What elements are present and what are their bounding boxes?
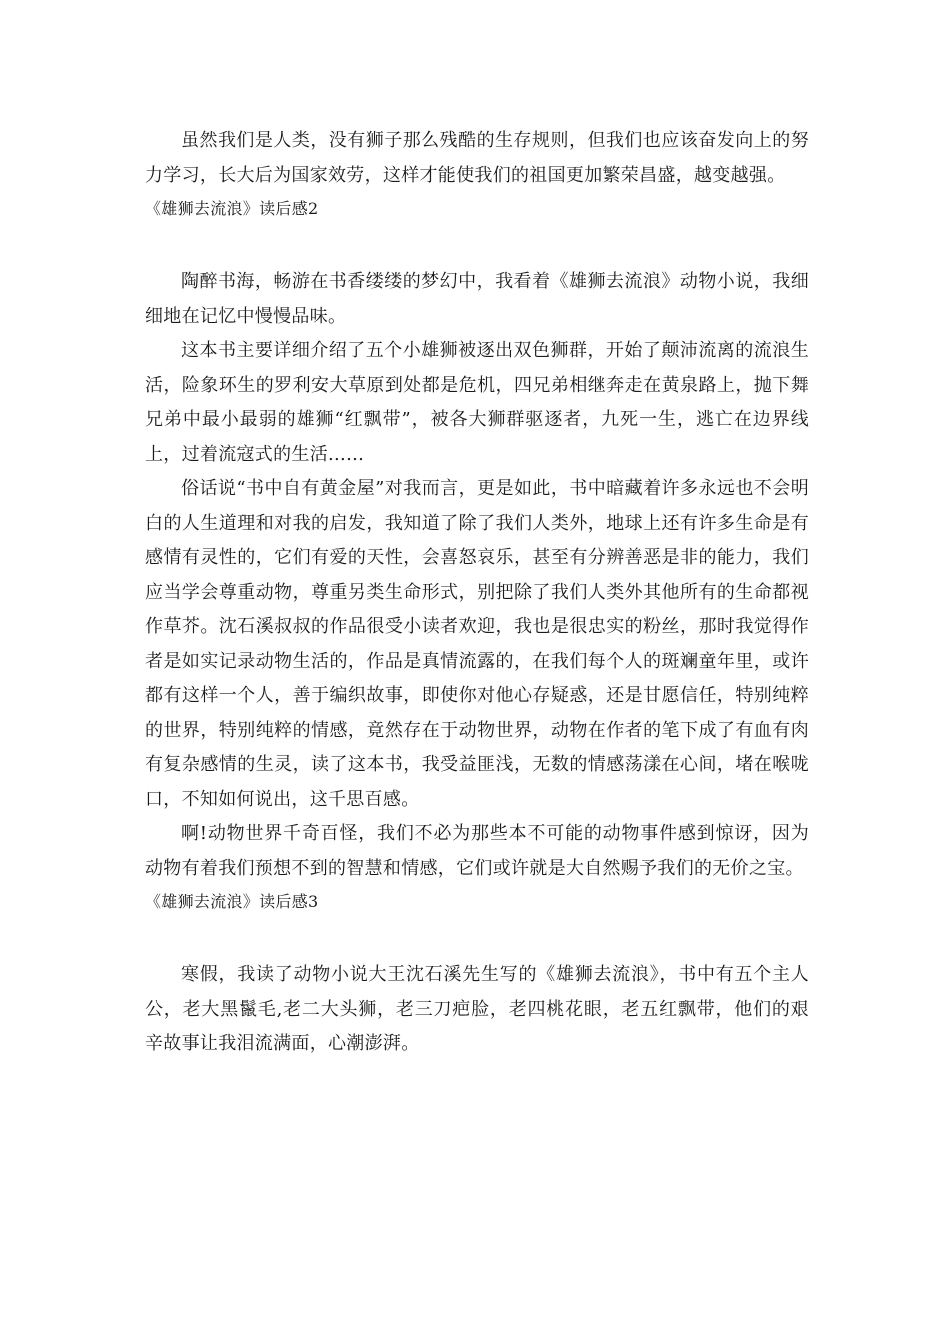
paragraph: 陶醉书海，畅游在书香缕缕的梦幻中，我看着《雄狮去流浪》动物小说，我细细地在记忆中慢慢品味。: [145, 271, 809, 327]
paragraph: 寒假，我读了动物小说大王沈石溪先生写的《雄狮去流浪》，书中有五个主人公，老大黑鬣毛,老二大头狮，老三刀疤脸，老四桃花眼，老五红飘带，他们的艰辛故事让我泪流满面，心潮澎湃。: [145, 964, 809, 1054]
paragraph: 这本书主要详细介绍了五个小雄狮被逐出双色狮群，开始了颠沛流离的流浪生活，险象环生的罗利安大草原到处都是危机，四兄弟相继奔走在黄泉路上，抛下舞兄弟中最小最弱的雄狮“红飘带”，被各大狮群驱逐者，九死一生，逃亡在边界线上，过着流寇式的生活......: [145, 340, 809, 465]
section-spacer: [145, 914, 809, 958]
section-title-2: 《雄狮去流浪》读后感2: [145, 199, 319, 218]
paragraph: 俗话说“书中自有黄金屋”对我而言，更是如此，书中暗藏着许多永远也不会明白的人生道理和对我的启发，我知道了除了我们人类外，地球上还有许多生命是有感情有灵性的，它们有爱的天性，会喜怒哀乐，甚至有分辨善恶是非的能力，我们应当学会尊重动物，尊重另类生命形式，别把除了我们人类外其他所有的生命都视作草芥。沈石溪叔叔的作品很受小读者欢迎，我也是很忠实的粉丝，那时我觉得作者是如实记录动物生活的，作品是真情流露的，在我们每个人的斑斓童年里，或许都有这样一个人，善于编织故事，即使你对他心存疑惑，还是甘愿信任，特别纯粹的世界，特别纯粹的情感，竟然存在于动物世界，动物在作者的笔下成了有血有肉有复杂感情的生灵，读了这本书，我受益匪浅，无数的情感荡漾在心间，堵在喉咙口，不知如何说出，这千思百感。: [145, 478, 809, 810]
section-title-3: 《雄狮去流浪》读后感3: [145, 892, 319, 911]
document-body: [145, 124, 809, 1062]
paragraph-intro: 虽然我们是人类，没有狮子那么残酷的生存规则，但我们也应该奋发向上的努力学习，长大后为国家效劳，这样才能使我们的祖国更加繁荣昌盛，越变越强。: [145, 130, 809, 186]
section-spacer: [145, 221, 809, 265]
paragraph: 啊!动物世界千奇百怪，我们不必为那些本不可能的动物事件感到惊讶，因为动物有着我们预想不到的智慧和情感，它们或许就是大自然赐予我们的无价之宝。: [145, 823, 809, 879]
